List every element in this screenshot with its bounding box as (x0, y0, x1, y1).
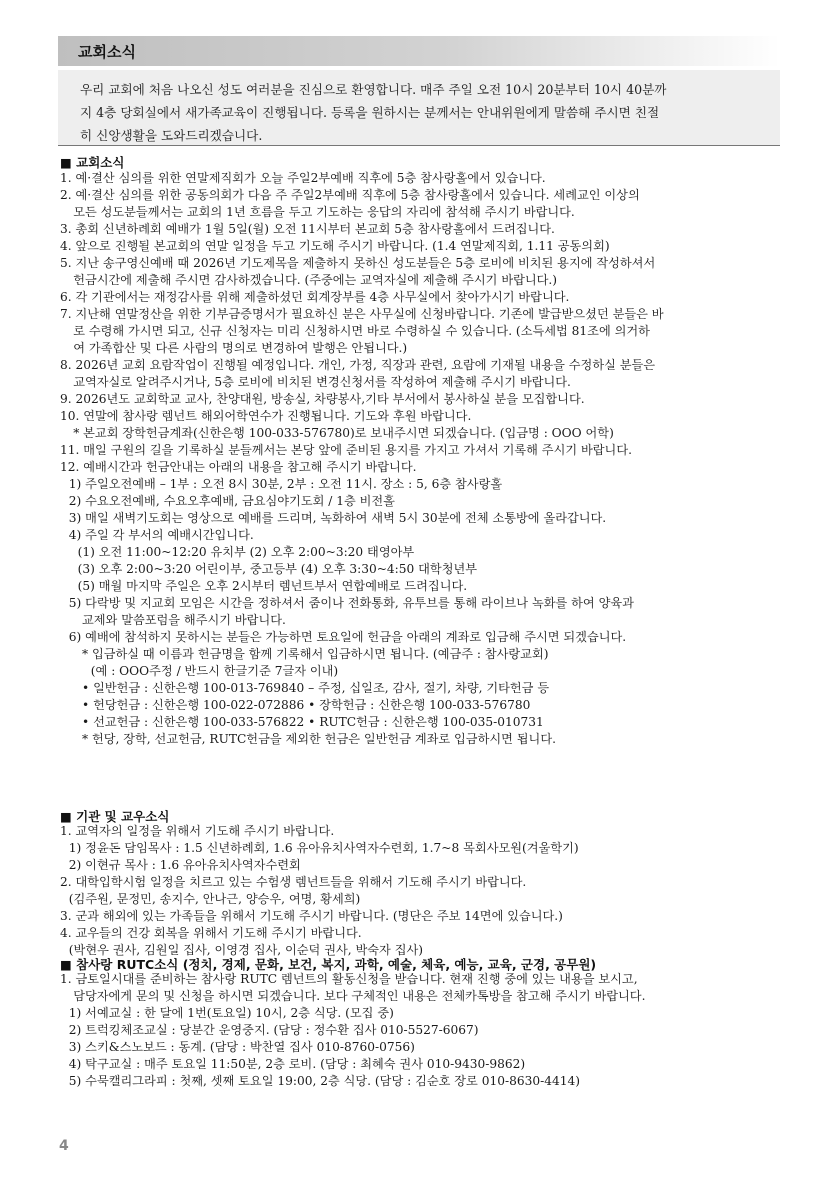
list-item: 2) 트럭킹체조교실 : 당분간 운영중지. (담당 : 정수환 집사 010-5527-6067) (68, 1023, 479, 1037)
list-item: 9. 2026년도 교회학교 교사, 찬양대원, 방송실, 차량봉사,기타 부서에서 봉사하실 분을 모집합니다. (60, 392, 585, 406)
intro-line: 지 4층 당회실에서 새가족교육이 진행됩니다. 등록을 원하시는 분께서는 안내위원에게 말씀해 주시면 친절 (80, 105, 660, 120)
list-item: 3) 스키&스노보드 : 동계. (담당 : 박찬열 집사 010-8760-0756) (68, 1040, 415, 1054)
list-item: 여 가족합산 및 다른 사람의 명의로 변경하여 발행은 안됩니다.) (73, 341, 408, 355)
page-number: 4 (59, 1138, 69, 1154)
list-item: 7. 지난해 연말정산을 위한 기부금증명서가 필요하신 분은 사무실에 신청바랍니다. 기존에 발급받으셨던 분들은 바 (60, 307, 664, 321)
list-item: * 입금하실 때 이름과 헌금명을 함께 기록해서 입금하시면 됩니다. (예금주 : 참사랑교회) (82, 647, 549, 661)
list-item: 1) 서예교실 : 한 달에 1번(토요일) 10시, 2층 식당. (모집 중) (68, 1006, 394, 1020)
list-item: 6) 예배에 참석하지 못하시는 분들은 가능하면 토요일에 헌금을 아래의 계좌로 입금해 주시면 되겠습니다. (68, 630, 627, 644)
list-item: • 선교헌금 : 신한은행 100-033-576822 • RUTC헌금 : 신한은행 100-035-010731 (82, 715, 544, 729)
list-item: 5. 지난 송구영신예배 때 2026년 기도제목을 제출하지 못하신 성도분들은 5층 로비에 비치된 용지에 작성하셔서 (60, 256, 656, 270)
section-header-band (58, 36, 780, 66)
list-item: (3) 오후 2:00~3:20 어린이부, 중고등부 (4) 오후 3:30~4:50 대학청년부 (77, 562, 478, 576)
list-item: 로 수령해 가시면 되고, 신규 신청자는 미리 신청하시면 바로 수령하실 수 있습니다. (소득세법 81조에 의거하 (73, 324, 650, 338)
list-item: 3) 매일 새벽기도회는 영상으로 예배를 드리며, 녹화하여 새벽 5시 30분에 전체 소통방에 올라갑니다. (68, 511, 607, 525)
list-item: * 헌당, 장학, 선교헌금, RUTC헌금을 제외한 헌금은 일반헌금 계좌로 입금하시면 됩니다. (82, 732, 556, 746)
list-item: 1. 교역자의 일정을 위해서 기도해 주시기 바랍니다. (60, 824, 335, 838)
intro-line: 우리 교회에 처음 나오신 성도 여러분을 진심으로 환영합니다. 매주 주일 오전 10시 20분부터 10시 40분까 (80, 82, 667, 97)
list-item: 10. 연말에 참사랑 렘넌트 해외어학연수가 진행됩니다. 기도와 후원 바랍니다. (60, 409, 472, 423)
list-item: 5) 다락방 및 지교회 모임은 시간을 정하셔서 줌이나 전화통화, 유투브를 통해 라이브나 녹화를 하여 양육과 (68, 596, 634, 610)
list-item: 4) 주일 각 부서의 예배시간입니다. (68, 528, 254, 542)
list-item: • 헌당헌금 : 신한은행 100-022-072886 • 장학헌금 : 신한은행 100-033-576780 (82, 698, 531, 712)
list-item: 2. 대학입학시험 일정을 치르고 있는 수험생 렘넌트들을 위해서 기도해 주시기 바랍니다. (60, 875, 527, 889)
page-title: 교회소식 (78, 43, 136, 61)
list-item: (김주원, 문정민, 송지수, 안나근, 양승우, 여명, 황세희) (68, 892, 361, 906)
list-item: 3. 총회 신년하례회 예배가 1월 5일(월) 오전 11시부터 본교회 5층 참사랑홀에서 드려집니다. (60, 222, 555, 236)
list-item: (5) 매월 마지막 주일은 오후 2시부터 렘넌트부서 연합예배로 드려집니다. (77, 579, 468, 593)
list-item: • 일반헌금 : 신한은행 100-013-769840 – 주정, 십일조, 감사, 절기, 차량, 기타헌금 등 (82, 681, 550, 695)
list-item: 교제와 말씀포럼을 해주시기 바랍니다. (82, 613, 286, 627)
list-item: 4. 교우들의 건강 회복을 위해서 기도해 주시기 바랍니다. (60, 926, 362, 940)
list-item: 6. 각 기관에서는 재정감사를 위해 제출하셨던 회계장부를 4층 사무실에서 찾아가시기 바랍니다. (60, 290, 570, 304)
list-item: 5) 수묵캘리그라피 : 첫째, 셋째 토요일 19:00, 2층 식당. (담당 : 김순호 장로 010-8630-4414) (68, 1074, 580, 1088)
list-item: 2) 이현규 목사 : 1.6 유아유치사역자수련회 (68, 858, 301, 872)
list-item: (예 : OOO주정 / 반드시 한글기준 7글자 이내) (90, 664, 339, 678)
list-item: 2. 예·결산 심의를 위한 공동의회가 다음 주 주일2부예배 직후에 5층 참사랑홀에서 있습니다. 세례교인 이상의 (60, 188, 640, 202)
list-item: 4. 앞으로 진행될 본교회의 연말 일정을 두고 기도해 주시기 바랍니다. (1.4 연말제직회, 1.11 공동의회) (60, 239, 610, 253)
section-title: ■ 교회소식 (60, 155, 125, 170)
list-item: 3. 군과 해외에 있는 가족들을 위해서 기도해 주시기 바랍니다. (명단은 주보 14면에 있습니다.) (60, 909, 563, 923)
list-item: 담당자에게 문의 및 신청을 하시면 되겠습니다. 보다 구체적인 내용은 전체카톡방을 참고해 주시기 바랍니다. (73, 989, 646, 1003)
list-item: * 본교회 장학헌금계좌(신한은행 100-033-576780)로 보내주시면 되겠습니다. (입금명 : OOO 어학) (73, 426, 614, 440)
list-item: (박현우 권사, 김원일 집사, 이영경 집사, 이순덕 권사, 박숙자 집사) (68, 943, 423, 957)
list-item: 4) 탁구교실 : 매주 토요일 11:50분, 2층 로비. (담당 : 최혜숙 권사 010-9430-9862) (68, 1057, 526, 1071)
intro-line: 히 신앙생활을 도와드리겠습니다. (80, 128, 263, 143)
list-item: 모든 성도분들께서는 교회의 1년 흐름을 두고 기도하는 응답의 자리에 참석해 주시기 바랍니다. (73, 205, 575, 219)
list-item: 8. 2026년 교회 요람작업이 진행될 예정입니다. 개인, 가정, 직장과 관련, 요람에 기재될 내용을 수정하실 분들은 (60, 358, 656, 372)
section-title: ■ 참사랑 RUTC소식 (정치, 경제, 문화, 보건, 복지, 과학, 예술, 체육, 예능, 교육, 군경, 공무원) (60, 957, 597, 972)
list-item: 헌금시간에 제출해 주시면 감사하겠습니다. (주중에는 교역자실에 제출해 주시기 바랍니다.) (73, 273, 558, 287)
section-title: ■ 기관 및 교우소식 (60, 809, 170, 824)
list-item: 12. 예배시간과 헌금안내는 아래의 내용을 참고해 주시기 바랍니다. (60, 460, 417, 474)
list-item: 교역자실로 알려주시거나, 5층 로비에 비치된 변경신청서를 작성하여 제출해 주시기 바랍니다. (73, 375, 571, 389)
list-item: 1) 주일오전예배 – 1부 : 오전 8시 30분, 2부 : 오전 11시. 장소 : 5, 6층 참사랑홀 (68, 477, 503, 491)
list-item: 1. 금토일시대를 준비하는 참사랑 RUTC 렘넌트의 활동신청을 받습니다. 현재 진행 중에 있는 내용을 보시고, (60, 972, 638, 986)
list-item: 2) 수요오전예배, 수요오후예배, 금요심야기도회 / 1층 비전홀 (68, 494, 395, 508)
list-item: 11. 매일 구원의 길을 기록하실 분들께서는 본당 앞에 준비된 용지를 가지고 가셔서 기록해 주시기 바랍니다. (60, 443, 632, 457)
list-item: 1. 예·결산 심의를 위한 연말제직회가 오늘 주일2부예배 직후에 5층 참사랑홀에서 있습니다. (60, 171, 546, 185)
list-item: 1) 정윤돈 담임목사 : 1.5 신년하례회, 1.6 유아유치사역자수련회, 1.7~8 목회사모원(겨울학기) (68, 841, 579, 855)
list-item: (1) 오전 11:00~12:20 유치부 (2) 오후 2:00~3:20 태영아부 (77, 545, 415, 559)
